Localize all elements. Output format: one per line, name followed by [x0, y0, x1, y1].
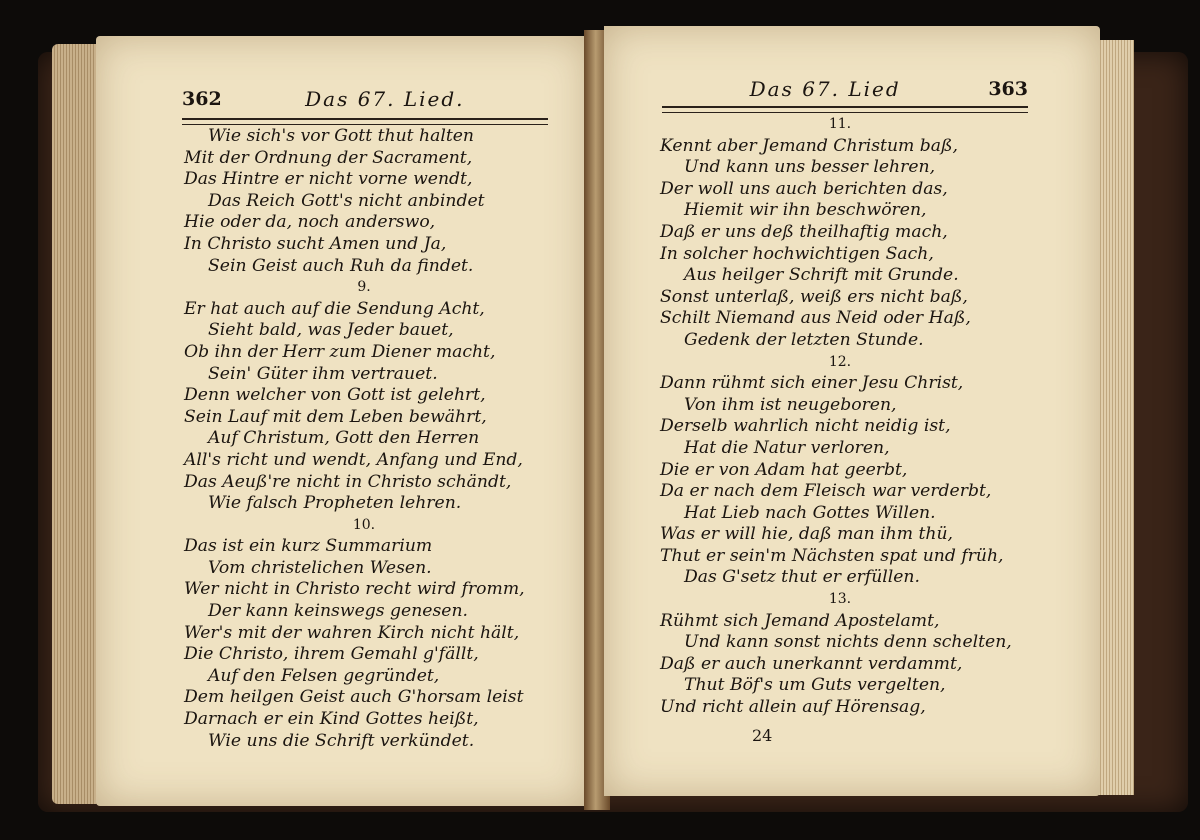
text-line: Die er von Adam hat geerbt, — [660, 459, 908, 480]
running-title: Das 67. Lied. — [305, 87, 465, 111]
text-line: Wer's mit der wahren Kirch nicht hält, — [184, 622, 520, 643]
text-line: Hat die Natur verloren, — [684, 437, 890, 458]
text-line: Aus heilger Schrift mit Grunde. — [684, 265, 959, 286]
text-line: Hiemit wir ihn beschwören, — [684, 200, 927, 221]
text-line: Auf Christum, Gott den Herren — [208, 428, 480, 449]
text-line: Dann rühmt sich einer Jesu Christ, — [660, 373, 964, 394]
text-line: Thut Böf's um Guts vergelten, — [684, 675, 946, 696]
header-rule — [662, 106, 1028, 113]
verse-number: 13. — [828, 591, 852, 608]
right-page-header — [662, 74, 1028, 104]
text-line: Sieht bald, was Jeder bauet, — [208, 320, 454, 341]
text-line: Der kann keinswegs genesen. — [208, 601, 468, 622]
text-line: Sein Lauf mit dem Leben bewährt, — [184, 406, 487, 427]
text-line: Das Reich Gott's nicht anbindet — [208, 190, 485, 211]
left-page — [96, 36, 588, 806]
page-edges-right — [1098, 40, 1134, 795]
running-title: Das 67. Lied — [749, 77, 901, 101]
page-number: 362 — [182, 88, 222, 110]
left-page-header — [182, 84, 548, 114]
page-number: 363 — [988, 78, 1028, 100]
text-line: Kennt aber Jemand Christum baß, — [660, 135, 958, 156]
text-line: Darnach er ein Kind Gottes heißt, — [184, 709, 479, 730]
text-line: Das ist ein kurz Summarium — [184, 536, 433, 557]
text-line: Thut er sein'm Nächsten spat und früh, — [660, 545, 1004, 566]
text-line: In solcher hochwichtigen Sach, — [660, 243, 934, 264]
text-line: In Christo sucht Amen und Ja, — [184, 233, 447, 254]
text-line: Und richt allein auf Hörensag, — [660, 697, 926, 718]
verse-number: 11. — [828, 116, 852, 132]
text-line: Gedenk der letzten Stunde. — [684, 329, 924, 350]
text-line: Sonst unterlaß, weiß ers nicht baß, — [660, 286, 968, 307]
text-line: Schilt Niemand aus Neid oder Haß, — [660, 308, 971, 329]
verse-number: 10. — [352, 516, 376, 533]
verse-number: 9. — [357, 279, 371, 296]
text-line: Da er nach dem Fleisch war verderbt, — [660, 481, 992, 502]
text-line: Denn welcher von Gott ist gelehrt, — [184, 385, 486, 406]
text-line: Daß er uns deß theilhaftig mach, — [660, 221, 948, 242]
text-line: Von ihm ist neugeboren, — [684, 394, 897, 415]
text-line: Auf den Felsen gegründet, — [208, 665, 440, 686]
text-line: Hat Lieb nach Gottes Willen. — [684, 502, 936, 523]
text-line: Wer nicht in Christo recht wird fromm, — [184, 579, 525, 600]
text-line: Vom christelichen Wesen. — [208, 557, 432, 578]
text-line: Wie falsch Propheten lehren. — [208, 493, 462, 514]
text-line: Und kann sonst nichts denn schelten, — [684, 632, 1012, 653]
text-line: Hie oder da, noch anderswo, — [184, 212, 436, 233]
text-line: Daß er auch unerkannt verdammt, — [660, 653, 963, 674]
text-line: Wie sich's vor Gott thut halten — [208, 126, 474, 146]
text-line: Das Hintre er nicht vorne wendt, — [184, 169, 473, 190]
text-line: Der woll uns auch berichten das, — [660, 178, 948, 199]
signature-mark: 24 — [752, 726, 773, 745]
text-line: Ob ihn der Herr zum Diener macht, — [184, 341, 496, 362]
text-line: All's richt und wendt, Anfang und End, — [184, 449, 523, 470]
text-line: Das G'setz thut er erfüllen. — [684, 567, 920, 588]
text-line: Was er will hie, daß man ihm thü, — [660, 524, 953, 545]
text-line: Das Aeuß're nicht in Christo schändt, — [184, 471, 512, 492]
right-page — [604, 26, 1100, 796]
hymn-text — [184, 126, 544, 752]
text-line: Derselb wahrlich nicht neidig ist, — [660, 416, 951, 437]
verse-number: 12. — [828, 353, 852, 370]
text-line: Er hat auch auf die Sendung Acht, — [184, 298, 485, 319]
text-line: Sein' Güter ihm vertrauet. — [208, 363, 438, 384]
hymn-text — [660, 114, 1020, 719]
text-line: Wie uns die Schrift verkündet. — [208, 730, 475, 751]
text-line: Und kann uns besser lehren, — [684, 157, 936, 178]
text-line: Mit der Ordnung der Sacrament, — [184, 147, 473, 168]
text-line: Rühmt sich Jemand Apostelamt, — [660, 610, 940, 631]
text-line: Die Christo, ihrem Gemahl g'fällt, — [184, 644, 479, 665]
header-rule — [182, 118, 548, 125]
text-line: Dem heilgen Geist auch G'horsam leist — [184, 687, 524, 708]
text-line: Sein Geist auch Ruh da findet. — [208, 255, 474, 276]
